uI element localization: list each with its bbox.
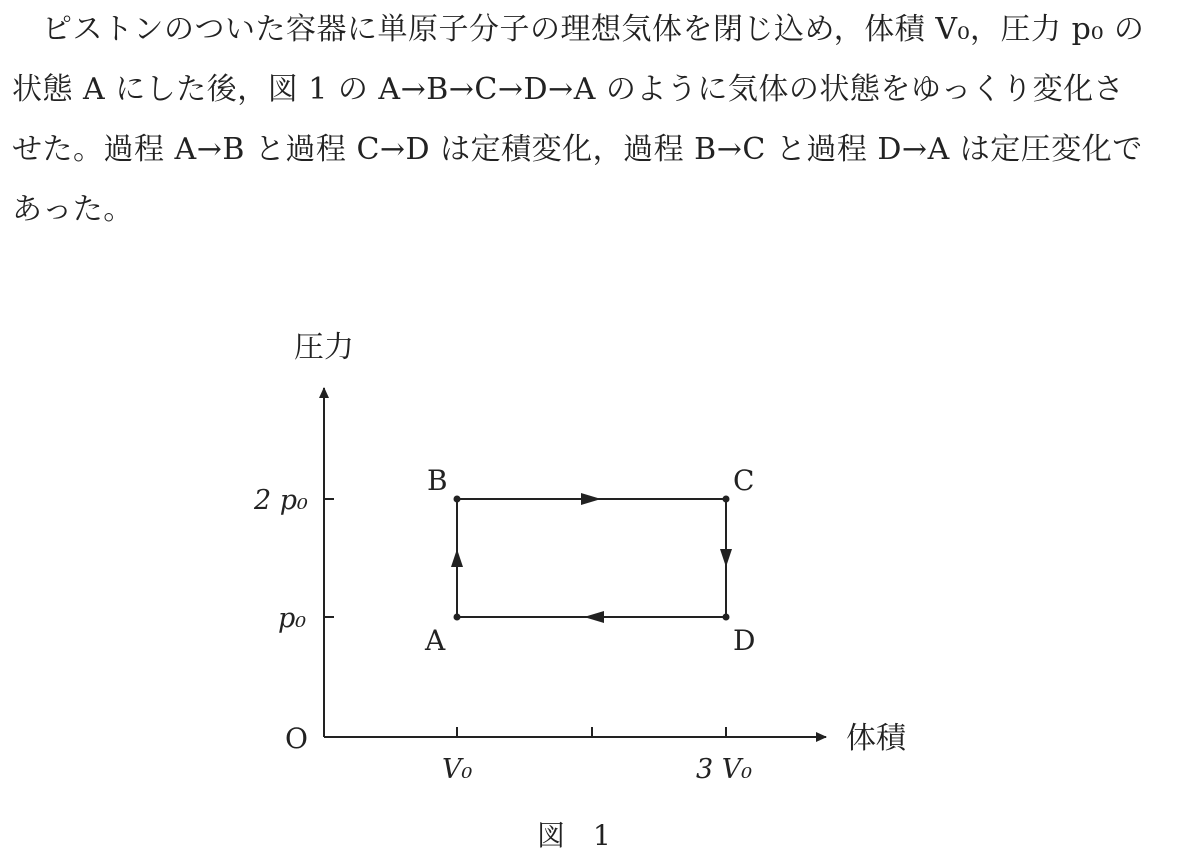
x-axis-label: 体積 xyxy=(846,721,906,756)
x-tick-label-v0: V₀ xyxy=(442,754,473,785)
origin-label: O xyxy=(285,722,308,755)
problem-line-2: 状態 A にした後，図 1 の A→B→C→D→A のように気体の状態をゆっくり変化さ xyxy=(12,72,1125,107)
state-point-a xyxy=(454,614,461,621)
arrow-down-cd-icon xyxy=(720,549,732,567)
problem-line-3: せた。過程 A→B と過程 C→D は定積変化，過程 B→C と過程 D→A は定圧変化で xyxy=(12,132,1143,167)
problem-statement xyxy=(12,0,1192,240)
state-point-b xyxy=(454,496,461,503)
y-axis-label: 圧力 xyxy=(294,330,354,365)
problem-line-4: あった。 xyxy=(12,192,134,227)
figure-caption: 図 1 xyxy=(537,819,611,852)
y-tick-label-2p0: 2 p₀ xyxy=(254,485,308,516)
state-label-c: C xyxy=(733,464,755,497)
state-label-b: B xyxy=(427,464,448,497)
state-point-c xyxy=(723,496,730,503)
problem-line-1: ピストンのついた容器に単原子分子の理想気体を閉じ込め，体積 V₀，圧力 p₀ の xyxy=(42,12,1145,47)
arrow-up-ab-icon xyxy=(451,549,463,567)
state-label-d: D xyxy=(733,624,756,657)
arrow-right-bc-icon xyxy=(581,493,601,505)
state-label-a: A xyxy=(425,624,446,657)
state-point-d xyxy=(723,614,730,621)
arrow-left-da-icon xyxy=(584,611,604,623)
x-tick-label-3v0: 3 V₀ xyxy=(696,754,753,785)
y-tick-label-p0: p₀ xyxy=(278,603,307,634)
